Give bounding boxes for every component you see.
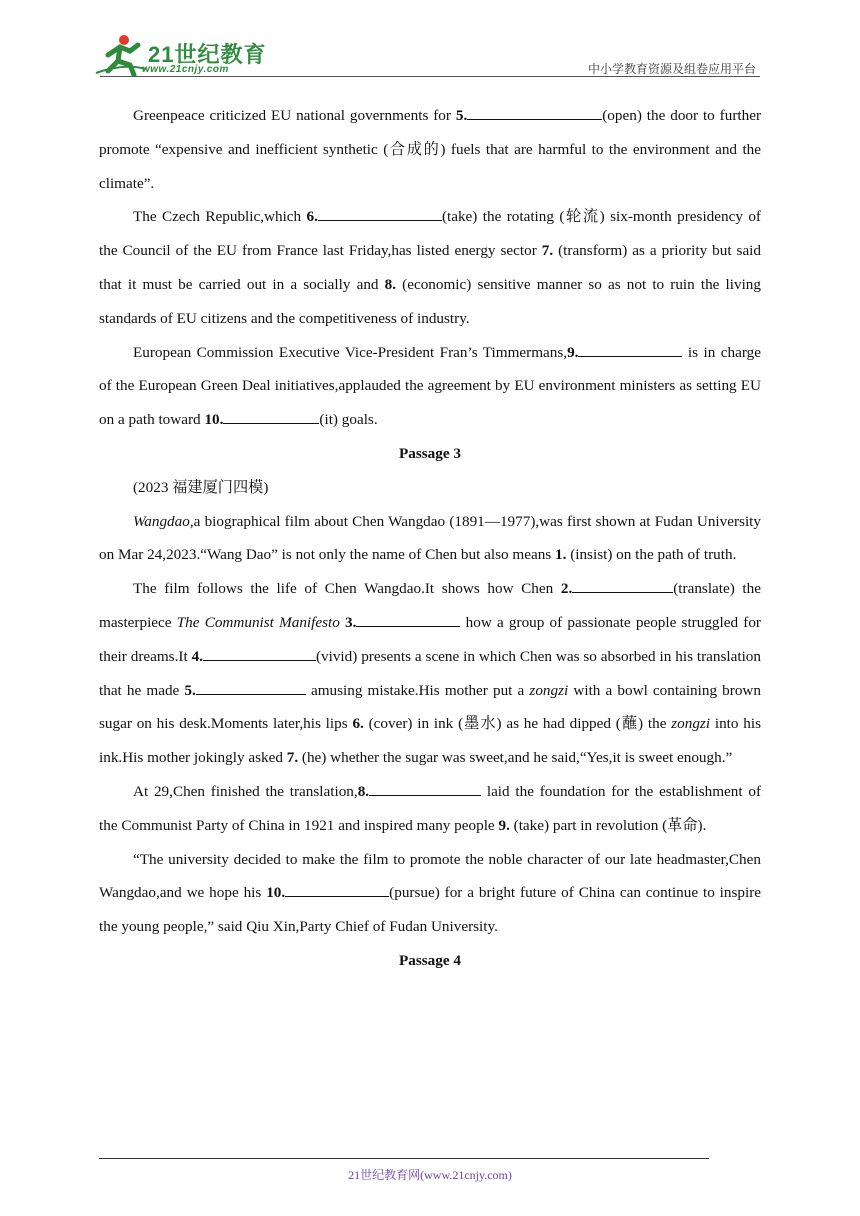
blank-p3-3[interactable] xyxy=(356,612,460,627)
document-body xyxy=(99,99,761,978)
passage4-title: Passage 4 xyxy=(398,951,461,969)
passage3-title: Passage 3 xyxy=(398,444,461,462)
blank-p3-10[interactable] xyxy=(285,882,389,897)
blank-p3-4[interactable] xyxy=(203,646,316,661)
blank-10[interactable] xyxy=(223,409,319,424)
passage3-paragraph-2: The film follows the life of Chen Wangdao.It shows how Chen 2. (translate) the masterpiece The Communist Manifesto 3. how a group of passionate people struggled for their dreams.It 4. (vivid) presents a scene in which Chen was so absorbed in his translation that he made 5. amusing mistake.His mother put a zongzi with a bowl containing brown sugar on his desk.Moments later,his lips 6. (cover) in ink (墨水) as he had dipped (蘸) the zongzi into his ink.His mother jokingly asked 7. (he) whether the sugar was sweet,and he said,“Yes,it is sweet enough.” xyxy=(99,580,762,767)
passage2-paragraph-3: European Commission Executive Vice-President Fran’s Timmermans,9. is in charge of the European Green Deal initiatives,applauded the agreement by EU environment ministers as setting EU on a path toward 10. (it) goals. xyxy=(99,343,761,429)
logo-url: www.21cnjy.com xyxy=(142,64,229,75)
blank-p3-8[interactable] xyxy=(369,781,481,796)
header-platform-name: 中小学教育资源及组卷应用平台 xyxy=(587,62,756,76)
blank-5[interactable] xyxy=(467,105,602,120)
header-divider xyxy=(100,76,760,77)
blank-p3-2[interactable] xyxy=(572,578,673,593)
blank-p3-5[interactable] xyxy=(196,680,306,695)
footer-divider xyxy=(99,1158,709,1159)
passage3-paragraph-4: “The university decided to make the film to promote the noble character of our late headmaster,Chen Wangdao,and we hope his 10. (pursue) for a bright future of China can continue to inspire the young people,” said Qiu Xin,Party Chief of Fudan University. xyxy=(99,850,762,936)
passage3-paragraph-1: Wangdao,a biographical film about Chen Wangdao (1891—1977),was first shown at Fudan University on Mar 24,2023.“Wang Dao” is not only the name of Chen but also means 1. (insist) on the path of truth. xyxy=(99,512,761,564)
blank-9[interactable] xyxy=(578,342,682,357)
passage2-paragraph-1: Greenpeace criticized EU national governments for 5. (open) the door to further promote “expensive and inefficient synthetic (合成的) fuels that are harmful to the environment and the climate”. xyxy=(99,107,761,192)
passage2-paragraph-2: The Czech Republic,which 6. (take) the rotating (轮流) six-month presidency of the Council of the EU from France last Friday,has listed energy sector 7. (transform) as a priority but said that it must be carried out in a socially and 8. (economic) sensitive manner so as not to ruin the living standards of EU citizens and the competitiveness of industry. xyxy=(99,208,761,327)
page-header xyxy=(0,0,860,80)
footer-text[interactable]: 21世纪教育网(www.21cnjy.com) xyxy=(348,1168,512,1182)
blank-6[interactable] xyxy=(318,206,442,221)
passage3-paragraph-3: At 29,Chen finished the translation,8. laid the foundation for the establishment of the Communist Party of China in 1921 and inspired many people 9. (take) part in revolution (革命). xyxy=(99,782,761,834)
passage3-source: (2023 福建厦门四模) xyxy=(133,478,269,496)
logo-text: 21世纪教育 xyxy=(148,42,267,67)
